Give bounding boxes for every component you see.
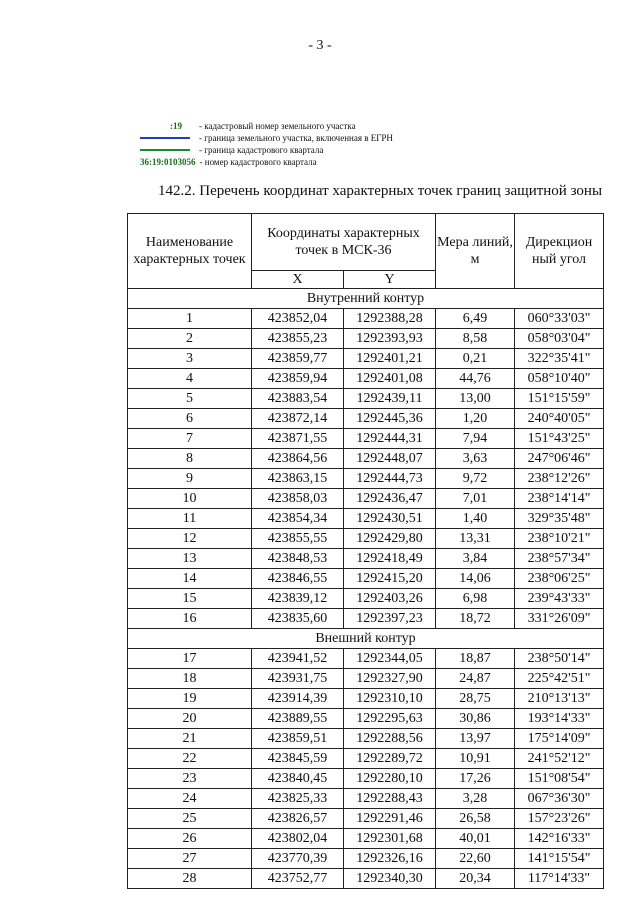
table-row bbox=[128, 869, 604, 889]
point-number-cell: 13 bbox=[128, 549, 252, 569]
point-number-cell: 23 bbox=[128, 769, 252, 789]
point-number-cell: 28 bbox=[128, 869, 252, 889]
table-row bbox=[128, 829, 604, 849]
table-row bbox=[128, 849, 604, 869]
direction-angle-cell: 141°15'54" bbox=[515, 849, 604, 869]
x-coordinate-cell: 423835,60 bbox=[252, 609, 344, 629]
x-coordinate-cell: 423872,14 bbox=[252, 409, 344, 429]
y-coordinate-cell: 1292393,93 bbox=[344, 329, 436, 349]
blue-boundary-line-icon bbox=[140, 137, 190, 139]
line-length-cell: 0,21 bbox=[436, 349, 515, 369]
table-row bbox=[128, 789, 604, 809]
direction-angle-cell: 322°35'41" bbox=[515, 349, 604, 369]
table-row bbox=[128, 669, 604, 689]
legend-row-parcel-number bbox=[140, 120, 393, 132]
y-coordinate-cell: 1292327,90 bbox=[344, 669, 436, 689]
direction-angle-cell: 241°52'12" bbox=[515, 749, 604, 769]
y-coordinate-cell: 1292291,46 bbox=[344, 809, 436, 829]
y-coordinate-cell: 1292403,26 bbox=[344, 589, 436, 609]
line-length-cell: 13,00 bbox=[436, 389, 515, 409]
map-legend bbox=[140, 120, 393, 168]
direction-angle-cell: 067°36'30" bbox=[515, 789, 604, 809]
line-length-cell: 13,31 bbox=[436, 529, 515, 549]
line-length-cell: 3,28 bbox=[436, 789, 515, 809]
page-number: - 3 - bbox=[308, 38, 332, 53]
table-row bbox=[128, 649, 604, 669]
table-row bbox=[128, 549, 604, 569]
point-number-cell: 4 bbox=[128, 369, 252, 389]
x-coordinate-cell: 423852,04 bbox=[252, 309, 344, 329]
x-coordinate-cell: 423859,51 bbox=[252, 729, 344, 749]
line-length-cell: 17,26 bbox=[436, 769, 515, 789]
table-row bbox=[128, 389, 604, 409]
point-number-cell: 12 bbox=[128, 529, 252, 549]
x-coordinate-cell: 423845,59 bbox=[252, 749, 344, 769]
legend-row-quarter-boundary bbox=[140, 144, 393, 156]
x-coordinate-cell: 423871,55 bbox=[252, 429, 344, 449]
header-point-name: Наименование характерных точек bbox=[128, 214, 252, 289]
x-coordinate-cell: 423839,12 bbox=[252, 589, 344, 609]
legend-quarter-number-key: 36:19:0103056 bbox=[140, 157, 196, 167]
line-length-cell: 10,91 bbox=[436, 749, 515, 769]
x-coordinate-cell: 423848,53 bbox=[252, 549, 344, 569]
point-number-cell: 21 bbox=[128, 729, 252, 749]
table-row bbox=[128, 769, 604, 789]
y-coordinate-cell: 1292301,68 bbox=[344, 829, 436, 849]
y-coordinate-cell: 1292289,72 bbox=[344, 749, 436, 769]
table-row bbox=[128, 589, 604, 609]
line-length-cell: 30,86 bbox=[436, 709, 515, 729]
y-coordinate-cell: 1292280,10 bbox=[344, 769, 436, 789]
x-coordinate-cell: 423858,03 bbox=[252, 489, 344, 509]
line-length-cell: 3,84 bbox=[436, 549, 515, 569]
coordinates-table bbox=[127, 213, 604, 889]
x-coordinate-cell: 423846,55 bbox=[252, 569, 344, 589]
table-row bbox=[128, 309, 604, 329]
direction-angle-cell: 238°10'21" bbox=[515, 529, 604, 549]
direction-angle-cell: 238°57'34" bbox=[515, 549, 604, 569]
line-length-cell: 14,06 bbox=[436, 569, 515, 589]
section-row bbox=[128, 629, 604, 649]
y-coordinate-cell: 1292436,47 bbox=[344, 489, 436, 509]
x-coordinate-cell: 423883,54 bbox=[252, 389, 344, 409]
section-heading: 142.2. Перечень координат характерных точек границ защитной зоны bbox=[158, 183, 603, 199]
x-coordinate-cell: 423859,77 bbox=[252, 349, 344, 369]
point-number-cell: 8 bbox=[128, 449, 252, 469]
direction-angle-cell: 331°26'09" bbox=[515, 609, 604, 629]
y-coordinate-cell: 1292445,36 bbox=[344, 409, 436, 429]
legend-quarter-boundary-desc: - граница кадастрового квартала bbox=[199, 145, 324, 155]
table-row bbox=[128, 489, 604, 509]
direction-angle-cell: 151°08'54" bbox=[515, 769, 604, 789]
line-length-cell: 20,34 bbox=[436, 869, 515, 889]
table-row bbox=[128, 329, 604, 349]
y-coordinate-cell: 1292448,07 bbox=[344, 449, 436, 469]
x-coordinate-cell: 423825,33 bbox=[252, 789, 344, 809]
x-coordinate-cell: 423864,56 bbox=[252, 449, 344, 469]
direction-angle-cell: 225°42'51" bbox=[515, 669, 604, 689]
y-coordinate-cell: 1292397,23 bbox=[344, 609, 436, 629]
legend-parcel-boundary-desc: - граница земельного участка, включенная в ЕГРН bbox=[199, 133, 393, 143]
y-coordinate-cell: 1292295,63 bbox=[344, 709, 436, 729]
line-length-cell: 6,49 bbox=[436, 309, 515, 329]
y-coordinate-cell: 1292444,73 bbox=[344, 469, 436, 489]
point-number-cell: 27 bbox=[128, 849, 252, 869]
legend-parcel-number-desc: - кадастровый номер земельного участка bbox=[199, 121, 356, 131]
point-number-cell: 24 bbox=[128, 789, 252, 809]
legend-row-quarter-number bbox=[140, 156, 393, 168]
point-number-cell: 14 bbox=[128, 569, 252, 589]
x-coordinate-cell: 423826,57 bbox=[252, 809, 344, 829]
point-number-cell: 5 bbox=[128, 389, 252, 409]
table-row bbox=[128, 709, 604, 729]
point-number-cell: 22 bbox=[128, 749, 252, 769]
header-x: X bbox=[252, 271, 344, 289]
point-number-cell: 7 bbox=[128, 429, 252, 449]
legend-parcel-number-key: :19 bbox=[170, 121, 182, 131]
line-length-cell: 44,76 bbox=[436, 369, 515, 389]
line-length-cell: 18,87 bbox=[436, 649, 515, 669]
direction-angle-cell: 117°14'33" bbox=[515, 869, 604, 889]
table-row bbox=[128, 689, 604, 709]
point-number-cell: 16 bbox=[128, 609, 252, 629]
direction-angle-cell: 157°23'26" bbox=[515, 809, 604, 829]
x-coordinate-cell: 423941,52 bbox=[252, 649, 344, 669]
point-number-cell: 2 bbox=[128, 329, 252, 349]
point-number-cell: 9 bbox=[128, 469, 252, 489]
point-number-cell: 19 bbox=[128, 689, 252, 709]
direction-angle-cell: 239°43'33" bbox=[515, 589, 604, 609]
direction-angle-cell: 240°40'05" bbox=[515, 409, 604, 429]
line-length-cell: 1,20 bbox=[436, 409, 515, 429]
table-row bbox=[128, 809, 604, 829]
table-row bbox=[128, 509, 604, 529]
y-coordinate-cell: 1292340,30 bbox=[344, 869, 436, 889]
y-coordinate-cell: 1292418,49 bbox=[344, 549, 436, 569]
direction-angle-cell: 238°06'25" bbox=[515, 569, 604, 589]
point-number-cell: 1 bbox=[128, 309, 252, 329]
section-row bbox=[128, 289, 604, 309]
y-coordinate-cell: 1292401,21 bbox=[344, 349, 436, 369]
y-coordinate-cell: 1292326,16 bbox=[344, 849, 436, 869]
section-title: Внешний контур bbox=[128, 629, 604, 649]
direction-angle-cell: 238°50'14" bbox=[515, 649, 604, 669]
x-coordinate-cell: 423859,94 bbox=[252, 369, 344, 389]
point-number-cell: 20 bbox=[128, 709, 252, 729]
direction-angle-cell: 060°33'03" bbox=[515, 309, 604, 329]
line-length-cell: 3,63 bbox=[436, 449, 515, 469]
direction-angle-cell: 151°15'59" bbox=[515, 389, 604, 409]
table-row bbox=[128, 609, 604, 629]
table-row bbox=[128, 469, 604, 489]
point-number-cell: 11 bbox=[128, 509, 252, 529]
table-row bbox=[128, 409, 604, 429]
y-coordinate-cell: 1292429,80 bbox=[344, 529, 436, 549]
line-length-cell: 7,94 bbox=[436, 429, 515, 449]
line-length-cell: 40,01 bbox=[436, 829, 515, 849]
line-length-cell: 13,97 bbox=[436, 729, 515, 749]
direction-angle-cell: 058°03'04" bbox=[515, 329, 604, 349]
header-direction-angle: Дирекцион ный угол bbox=[515, 214, 604, 289]
header-y: Y bbox=[344, 271, 436, 289]
line-length-cell: 1,40 bbox=[436, 509, 515, 529]
line-length-cell: 6,98 bbox=[436, 589, 515, 609]
section-title: Внутренний контур bbox=[128, 289, 604, 309]
line-length-cell: 18,72 bbox=[436, 609, 515, 629]
point-number-cell: 6 bbox=[128, 409, 252, 429]
y-coordinate-cell: 1292401,08 bbox=[344, 369, 436, 389]
point-number-cell: 18 bbox=[128, 669, 252, 689]
y-coordinate-cell: 1292288,56 bbox=[344, 729, 436, 749]
point-number-cell: 17 bbox=[128, 649, 252, 669]
line-length-cell: 24,87 bbox=[436, 669, 515, 689]
legend-row-parcel-boundary bbox=[140, 132, 393, 144]
direction-angle-cell: 210°13'13" bbox=[515, 689, 604, 709]
x-coordinate-cell: 423840,45 bbox=[252, 769, 344, 789]
line-length-cell: 9,72 bbox=[436, 469, 515, 489]
table-row bbox=[128, 429, 604, 449]
line-length-cell: 8,58 bbox=[436, 329, 515, 349]
y-coordinate-cell: 1292439,11 bbox=[344, 389, 436, 409]
x-coordinate-cell: 423931,75 bbox=[252, 669, 344, 689]
coordinates-table-body bbox=[128, 289, 604, 889]
point-number-cell: 25 bbox=[128, 809, 252, 829]
y-coordinate-cell: 1292444,31 bbox=[344, 429, 436, 449]
direction-angle-cell: 238°12'26" bbox=[515, 469, 604, 489]
y-coordinate-cell: 1292388,28 bbox=[344, 309, 436, 329]
line-length-cell: 26,58 bbox=[436, 809, 515, 829]
point-number-cell: 3 bbox=[128, 349, 252, 369]
table-row bbox=[128, 349, 604, 369]
y-coordinate-cell: 1292288,43 bbox=[344, 789, 436, 809]
point-number-cell: 15 bbox=[128, 589, 252, 609]
table-row bbox=[128, 529, 604, 549]
x-coordinate-cell: 423752,77 bbox=[252, 869, 344, 889]
direction-angle-cell: 238°14'14" bbox=[515, 489, 604, 509]
line-length-cell: 28,75 bbox=[436, 689, 515, 709]
x-coordinate-cell: 423863,15 bbox=[252, 469, 344, 489]
y-coordinate-cell: 1292415,20 bbox=[344, 569, 436, 589]
x-coordinate-cell: 423855,55 bbox=[252, 529, 344, 549]
point-number-cell: 10 bbox=[128, 489, 252, 509]
header-coordinates: Координаты характерных точек в МСК-36 bbox=[252, 214, 436, 271]
green-boundary-line-icon bbox=[140, 149, 190, 151]
x-coordinate-cell: 423770,39 bbox=[252, 849, 344, 869]
point-number-cell: 26 bbox=[128, 829, 252, 849]
legend-quarter-number-desc: - номер кадастрового квартала bbox=[199, 157, 317, 167]
direction-angle-cell: 058°10'40" bbox=[515, 369, 604, 389]
table-row bbox=[128, 749, 604, 769]
direction-angle-cell: 175°14'09" bbox=[515, 729, 604, 749]
x-coordinate-cell: 423855,23 bbox=[252, 329, 344, 349]
table-row bbox=[128, 569, 604, 589]
direction-angle-cell: 247°06'46" bbox=[515, 449, 604, 469]
table-row bbox=[128, 729, 604, 749]
table-row bbox=[128, 369, 604, 389]
x-coordinate-cell: 423889,55 bbox=[252, 709, 344, 729]
line-length-cell: 7,01 bbox=[436, 489, 515, 509]
x-coordinate-cell: 423854,34 bbox=[252, 509, 344, 529]
x-coordinate-cell: 423802,04 bbox=[252, 829, 344, 849]
direction-angle-cell: 142°16'33" bbox=[515, 829, 604, 849]
direction-angle-cell: 329°35'48" bbox=[515, 509, 604, 529]
y-coordinate-cell: 1292344,05 bbox=[344, 649, 436, 669]
line-length-cell: 22,60 bbox=[436, 849, 515, 869]
y-coordinate-cell: 1292310,10 bbox=[344, 689, 436, 709]
y-coordinate-cell: 1292430,51 bbox=[344, 509, 436, 529]
table-row bbox=[128, 449, 604, 469]
header-line-length: Мера линий, м bbox=[436, 214, 515, 289]
direction-angle-cell: 151°43'25" bbox=[515, 429, 604, 449]
x-coordinate-cell: 423914,39 bbox=[252, 689, 344, 709]
direction-angle-cell: 193°14'33" bbox=[515, 709, 604, 729]
